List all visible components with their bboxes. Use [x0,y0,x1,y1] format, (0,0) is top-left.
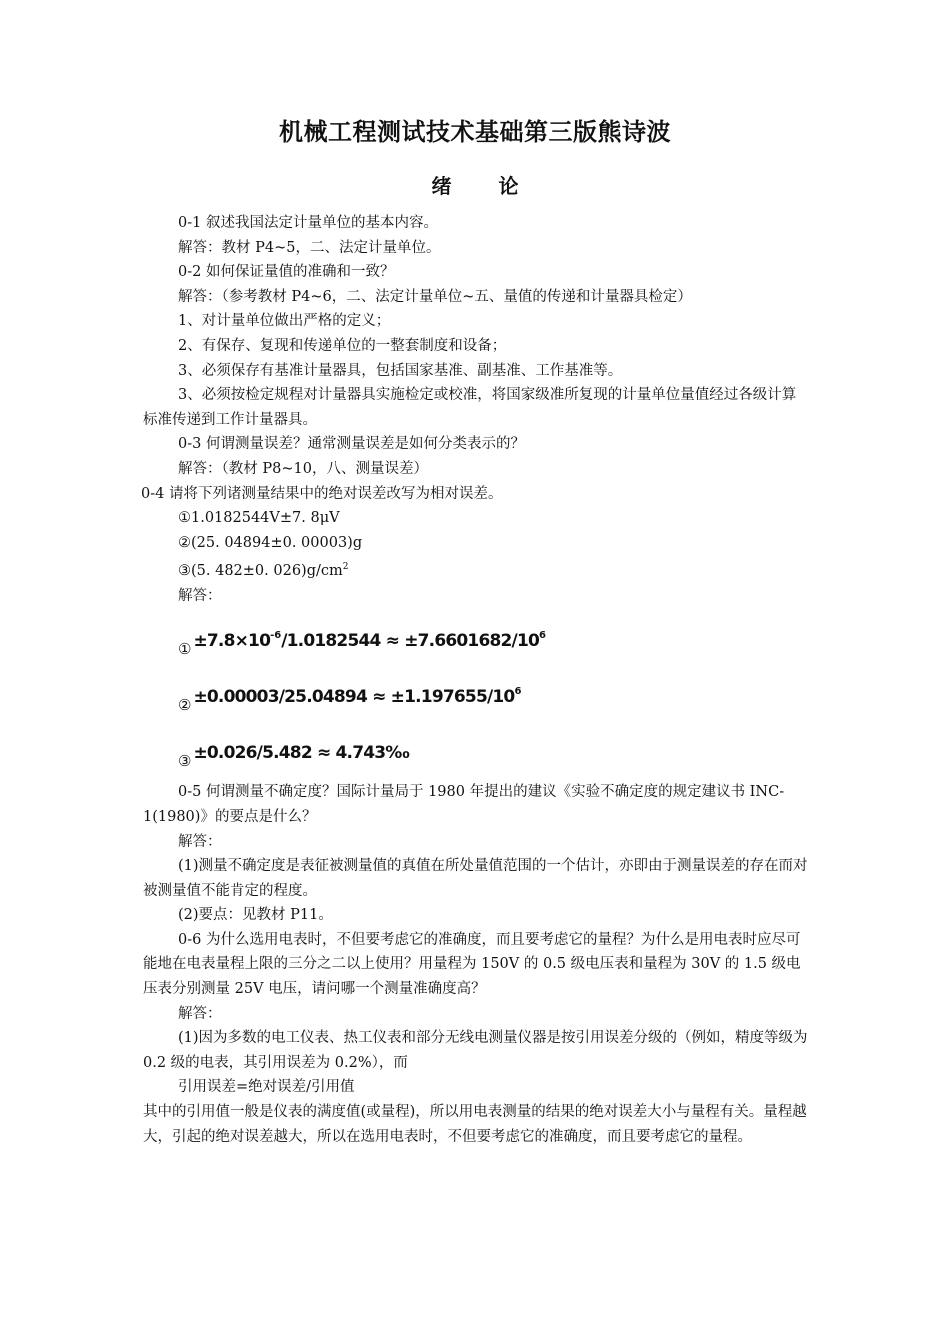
question-0-2: 0-2 如何保证量值的准确和一致？ [178,264,395,281]
formula-1-marker: ① [178,640,192,659]
answer-0-6-label: 解答： [178,1005,222,1022]
formula-3-marker: ③ [178,752,192,771]
question-0-6: 0-6 为什么选用电表时，不但要考虑它的准确度，而且要考虑它的量程？为什么是用电表时应尽可能地在电表量程上限的三分之二以上使用？用量程为 150V 的 0.5 级电压表和量程为 30V 的 1.5 级电压表分别测量 25V 电压，请问哪一个测量准确度高？ [143,931,801,998]
question-0-4-item-3 [143,555,808,583]
formula-2-expression: $\pm 0.00003/25.04894 \approx \pm 1.197655/10^6$ [193,686,522,708]
answer-0-5-item-1: (1)测量不确定度是表征被测量值的真值在所处量值范围的一个估计，亦即由于测量误差的存在而对被测量值不能肯定的程度。 [143,858,808,899]
answer-0-4-label: 解答： [178,587,222,604]
formula-3-expression: ±0.026/5.482 ≈ 4.743‰ [193,743,409,764]
item-3-superscript: 2 [342,562,349,573]
answer-0-2-item-3: 3、必须保存有基准计量器具，包括国家基准、副基准、工作基准等。 [178,362,623,379]
answer-0-5-item-2: (2)要点：见教材 P11。 [178,907,333,924]
answer-0-1: 解答：教材 P4~5，二、法定计量单位。 [178,239,441,256]
answer-0-6-item-2: 其中的引用值一般是仪表的满度值(或量程)，所以用电表测量的结果的绝对误差大小与量程有关。量程越大，引起的绝对误差越大，所以在选用电表时，不但要考虑它的准确度，而且要考虑它的量程。 [143,1104,807,1145]
question-0-4-item-2: ②(25. 04894±0. 00003)g [178,534,363,551]
formula-2 [143,664,808,720]
formula-1-expression: $\pm 7.8\times 10^{-6}/1.0182544 \approx \pm 7.6601682/10^6$ [193,630,546,652]
formula-1 [143,608,808,664]
document-title: 机械工程测试技术基础第三版熊诗波 [279,117,671,146]
question-0-1: 0-1 叙述我国法定计量单位的基本内容。 [178,215,438,231]
answer-0-3: 解答：（教材 P8~10，八、测量误差） [178,460,428,477]
answer-0-6-item-1: (1)因为多数的电工仪表、热工仪表和部分无线电测量仪器是按引用误差分级的（例如，精度等级为 0.2 级的电表，其引用误差为 0.2%），而 [143,1030,808,1071]
answer-0-6-formula: 引用误差=绝对误差/引用值 [178,1079,355,1096]
answer-0-2-item-2: 2、有保存、复现和传递单位的一整套制度和设备； [178,337,507,354]
section-heading: 绪 论 [431,174,539,198]
question-0-4: 0-4 请将下列诸测量结果中的绝对误差改写为相对误差。 [141,485,503,502]
formula-3 [143,720,808,776]
question-0-5: 0-5 何谓测量不确定度？国际计量局于 1980 年提出的建议《实验不确定度的规定建议书 INC-1(1980)》的要点是什么？ [143,784,785,825]
answer-0-2-item-4: 3、必须按检定规程对计量器具实施检定或校准，将国家级准所复现的计量单位量值经过各级计算标准传递到工作计量器具。 [143,387,797,428]
question-0-3: 0-3 何谓测量误差？通常测量误差是如何分类表示的？ [178,436,525,453]
item-3-text: ③(5. 482±0. 026)g/cm [178,563,343,580]
answer-0-5-label: 解答： [178,833,222,850]
answer-0-2-intro: 解答：（参考教材 P4~6，二、法定计量单位~五、量值的传递和计量器具检定） [178,288,692,305]
answer-0-2-item-1: 1、对计量单位做出严格的定义； [178,313,391,330]
question-0-4-item-1: ①1.0182544V±7. 8μV [178,510,340,527]
document-body [143,211,808,1149]
formula-2-marker: ② [178,696,192,715]
